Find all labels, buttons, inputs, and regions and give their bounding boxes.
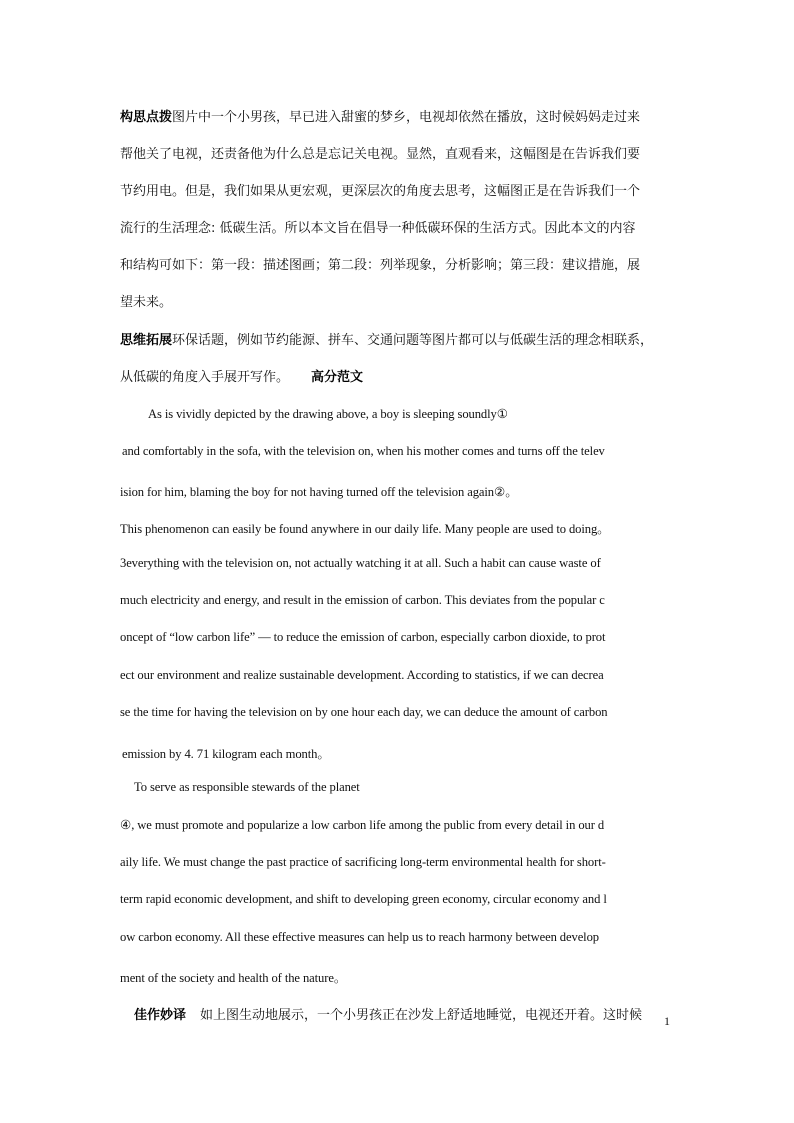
essay-line: This phenomenon can easily be found anywhere in our daily life. Many people are used to doing。: [120, 522, 610, 536]
essay-line: se the time for having the television on by one hour each day, we can deduce the amount of carbon: [120, 705, 608, 719]
essay-line: ④, we must promote and popularize a low carbon life among the public from every detail in our d: [120, 818, 605, 832]
essay-line: emission by 4. 71 kilogram each month。: [122, 747, 330, 761]
essay-line: As is vividly depicted by the drawing above, a boy is sleeping soundly①: [148, 407, 508, 421]
essay-line: oncept of “low carbon life” — to reduce the emission of carbon, especially carbon dioxide, to prot: [120, 630, 606, 644]
conception-line-2: 帮他关了电视，还责备他为什么总是忘记关电视。显然，直观看来，这幅图是在告诉我们要: [120, 147, 641, 162]
essay-line: ect our environment and realize sustainable development. According to statistics, if we can decrea: [120, 668, 604, 682]
conception-heading: 构思点拨: [120, 110, 173, 125]
essay-line: aily life. We must change the past practice of sacrificing long-term environmental health for short-: [120, 855, 606, 869]
essay-line: ow carbon economy. All these effective measures can help us to reach harmony between develop: [120, 930, 599, 944]
conception-line-5: 和结构可如下：第一段：描述图画；第二段：列举现象，分析影响；第三段：建议措施，展: [120, 258, 641, 273]
essay-line: ment of the society and health of the nature。: [120, 971, 347, 985]
essay-line: To serve as responsible stewards of the planet: [134, 780, 360, 794]
conception-line-1: 构思点拨图片中一个小男孩，早已进入甜蜜的梦乡，电视却依然在播放，这时候妈妈走过来: [120, 110, 641, 125]
page-number: 1: [664, 1014, 670, 1028]
conception-line-6: 望未来。: [120, 295, 173, 310]
conception-line-3: 节约用电。但是，我们如果从更宏观，更深层次的角度去思考，这幅图正是在告诉我们一个: [120, 184, 641, 199]
translation-heading: 佳作妙译: [134, 1008, 187, 1023]
essay-line: and comfortably in the sofa, with the television on, when his mother comes and turns off the telev: [122, 444, 605, 458]
expansion-line-1: 思维拓展环保话题，例如节约能源、拼车、交通问题等图片都可以与低碳生活的理念相联系，: [120, 333, 654, 348]
essay-line: term rapid economic development, and shift to developing green economy, circular economy and l: [120, 892, 607, 906]
essay-line: much electricity and energy, and result in the emission of carbon. This deviates from the popular c: [120, 593, 605, 607]
expansion-heading: 思维拓展: [120, 333, 173, 348]
essay-line: ision for him, blaming the boy for not having turned off the television again②。: [120, 485, 518, 499]
translation-line: 佳作妙译 如上图生动地展示，一个小男孩正在沙发上舒适地睡觉，电视还开着。这时候: [134, 1008, 643, 1023]
expansion-line-2: 从低碳的角度入手展开写作。 高分范文: [120, 370, 364, 385]
essay-line: 3everything with the television on, not actually watching it at all. Such a habit can cause waste of: [120, 556, 601, 570]
conception-line-4: 流行的生活理念: 低碳生活。所以本文旨在倡导一种低碳环保的生活方式。因此本文的内容: [120, 221, 636, 236]
model-essay-heading: 高分范文: [311, 370, 364, 385]
